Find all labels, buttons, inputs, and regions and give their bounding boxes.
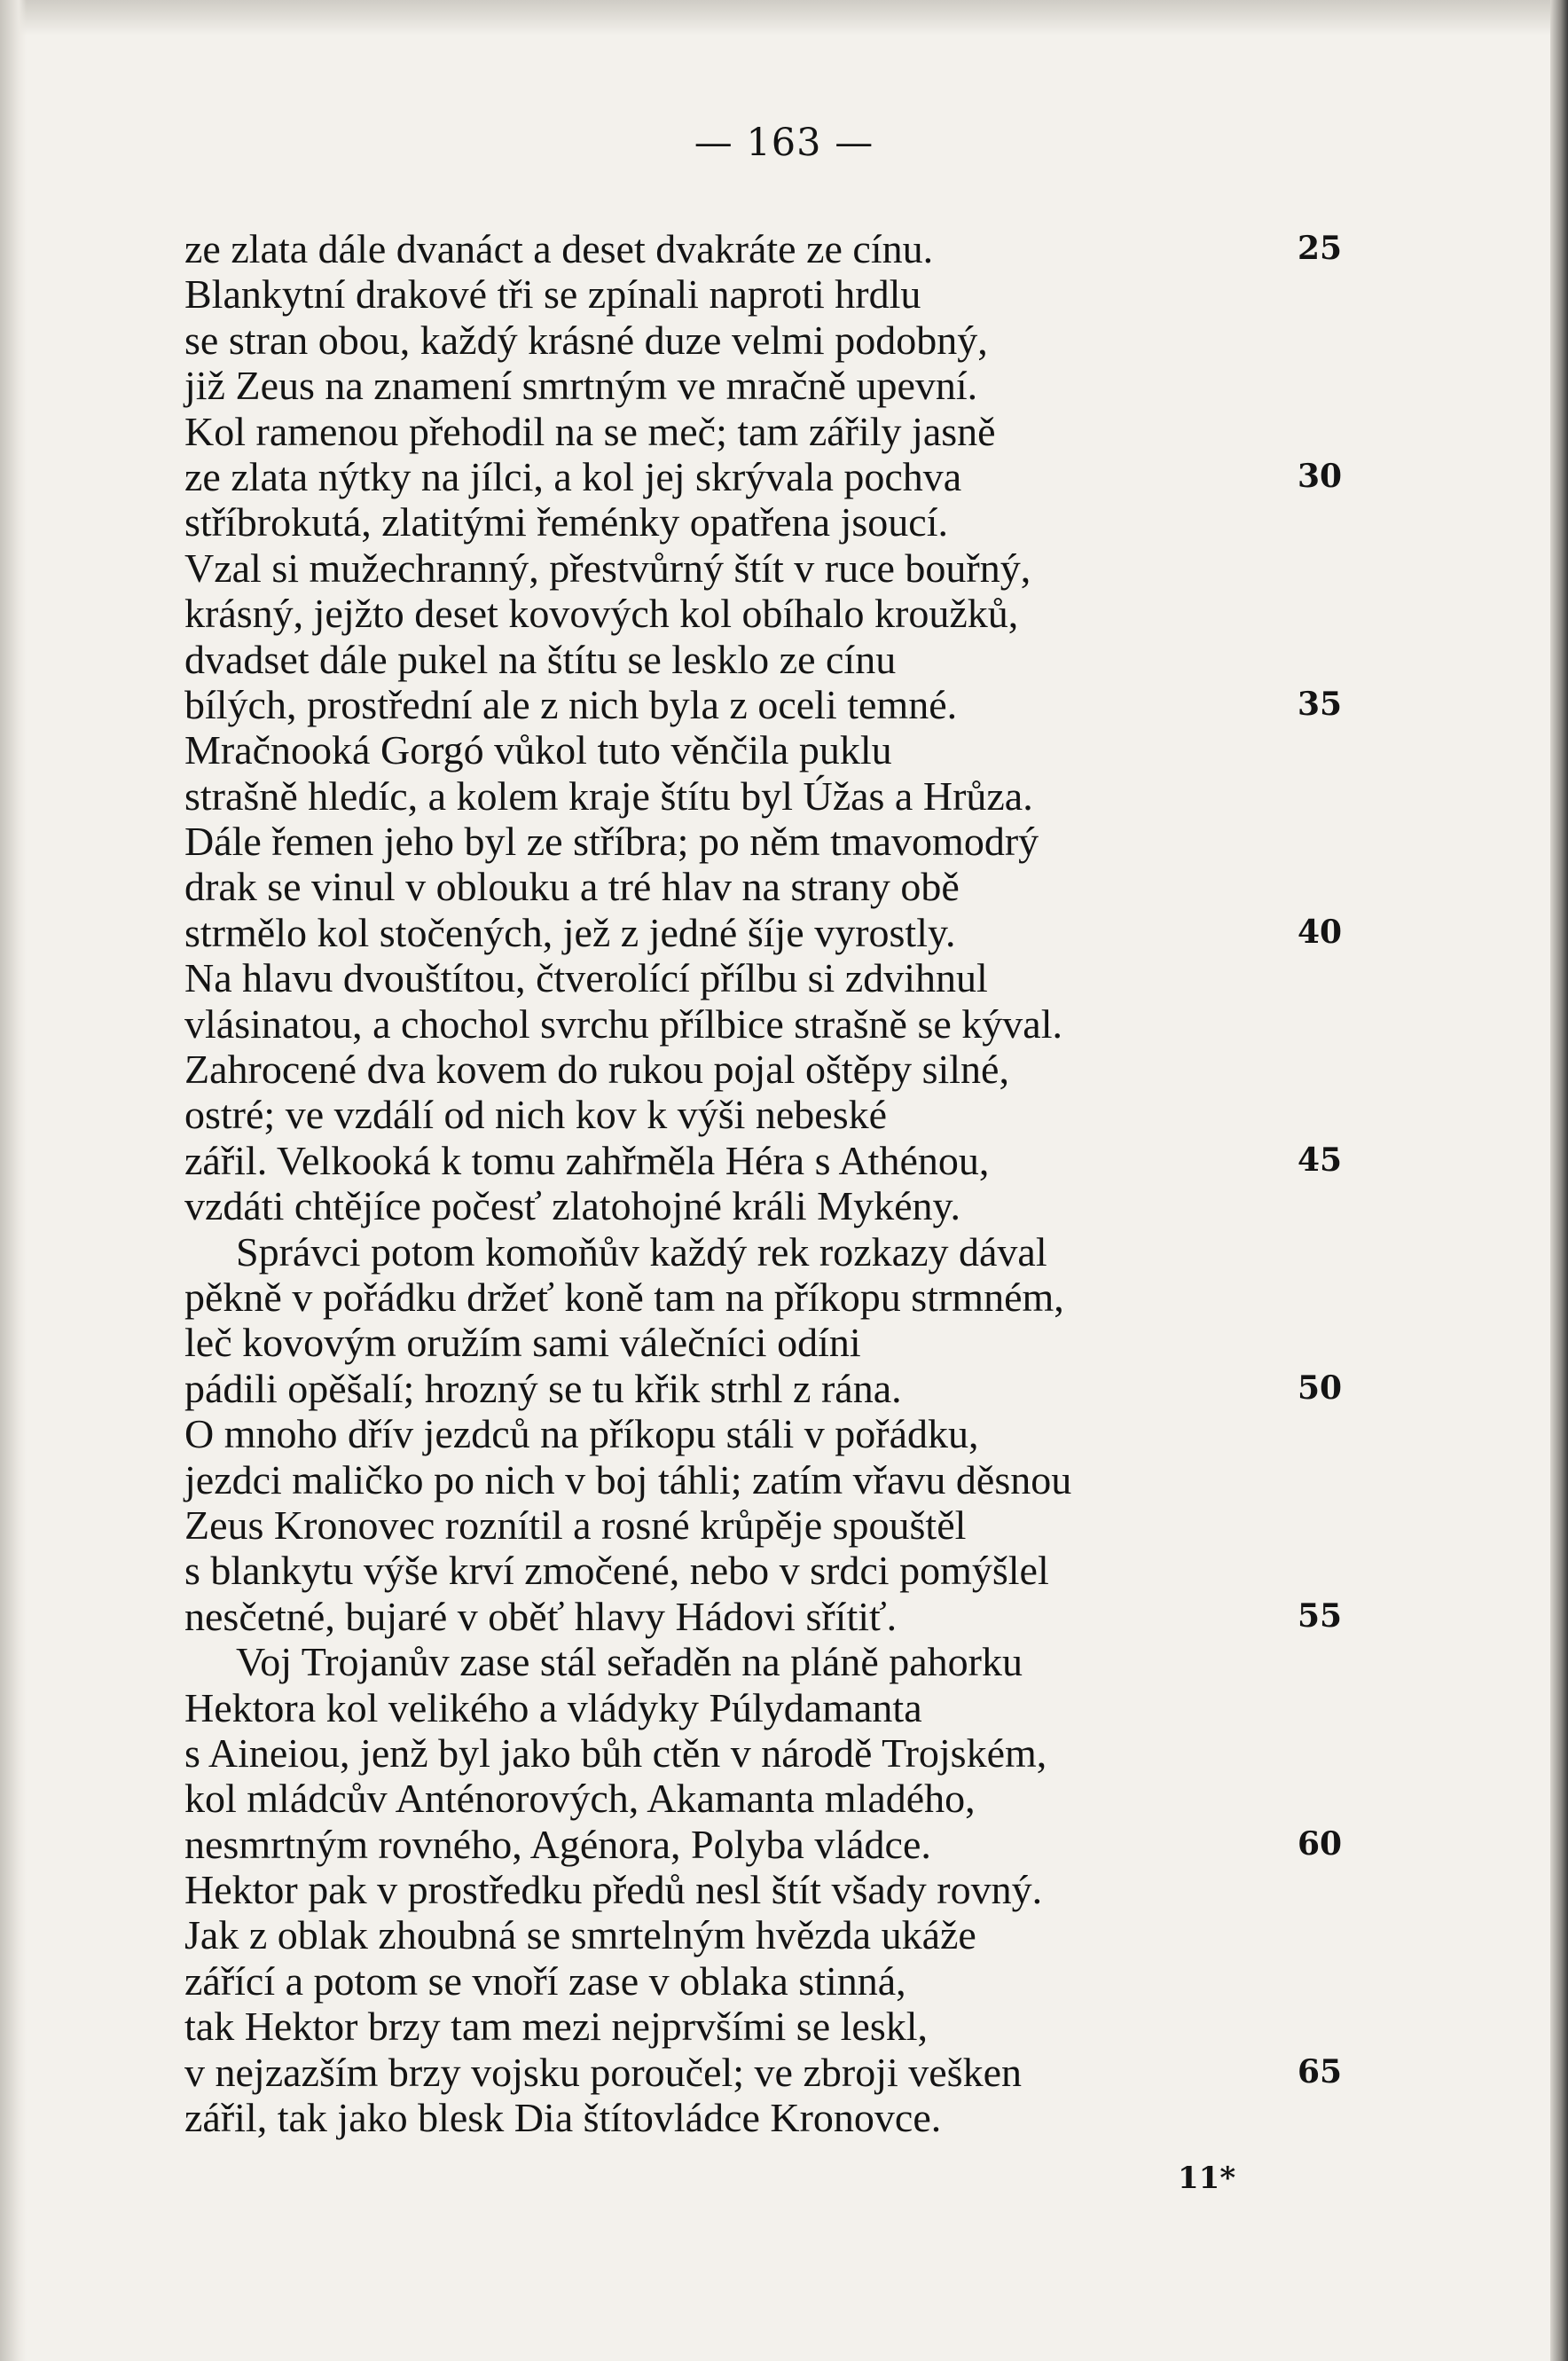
- line-number: 50: [1298, 1369, 1343, 1407]
- verse-line: [184, 1457, 1355, 1502]
- page-edge-top: [0, 0, 1568, 35]
- verse-text: se stran obou, každý krásné duze velmi podobný,: [184, 317, 988, 363]
- verse-line: [184, 1183, 1355, 1228]
- verse-line: [184, 226, 1355, 271]
- verse-text: Hektor pak v prostředku předů nesl štít všady rovný.: [184, 1867, 1043, 1913]
- verse-line: [184, 2004, 1355, 2049]
- line-number: 25: [1298, 230, 1343, 267]
- verse-text: ze zlata nýtky na jílci, a kol jej skrývala pochva: [184, 453, 962, 499]
- page-edge-left: [0, 0, 27, 2361]
- verse-line: [184, 1229, 1355, 1275]
- verse-line: [184, 499, 1355, 545]
- verse-text: Zahrocené dva kovem do rukou pojal oštěpy silné,: [184, 1047, 1009, 1093]
- verse-line: [184, 1594, 1355, 1639]
- line-number: 45: [1298, 1141, 1343, 1179]
- page-edge-right: [1550, 0, 1568, 2361]
- verse-block: [184, 226, 1355, 2140]
- verse-text: jezdci maličko po nich v boj táhli; zatím vřavu děsnou: [184, 1456, 1072, 1502]
- verse-line: [184, 1275, 1355, 1320]
- verse-line: [184, 2095, 1355, 2140]
- verse-text: s Aineiou, jenž byl jako bůh ctěn v národě Trojském,: [184, 1730, 1047, 1776]
- verse-text: Jak z oblak zhoubná se smrtelným hvězda ukáže: [184, 1912, 976, 1958]
- verse-line: [184, 1502, 1355, 1548]
- verse-text: pádili opěšalí; hrozný se tu křik strhl z rána.: [184, 1365, 902, 1411]
- verse-line: [184, 318, 1355, 363]
- verse-text: Správci potom komoňův každý rek rozkazy dával: [236, 1228, 1047, 1275]
- verse-text: vzdáti chtějíce počesť zlatohojné králi Mykény.: [184, 1183, 961, 1229]
- verse-text: vlásinatou, a chochol svrchu přílbice strašně se kýval.: [184, 1000, 1062, 1047]
- verse-line: [184, 819, 1355, 864]
- verse-text: leč kovovým oružím sami válečníci odíni: [184, 1320, 861, 1366]
- line-number: 30: [1298, 457, 1343, 495]
- line-number: 40: [1298, 913, 1343, 951]
- verse-line: [184, 1047, 1355, 1092]
- verse-line: [184, 1639, 1355, 1684]
- line-number: 60: [1298, 1824, 1343, 1863]
- verse-line: [184, 1730, 1355, 1776]
- verse-text: Kol ramenou přehodil na se meč; tam zářily jasně: [184, 408, 996, 454]
- line-number: 55: [1298, 1596, 1343, 1635]
- verse-line: [184, 1867, 1355, 1912]
- verse-text: Voj Trojanův zase stál seřaděn na pláně pahorku: [236, 1639, 1023, 1685]
- verse-text: kol mládcův Anténorových, Akamanta mladého,: [184, 1776, 976, 1822]
- verse-text: ostré; ve vzdálí od nich kov k výši nebeské: [184, 1092, 888, 1138]
- verse-text: Blankytní drakové tři se zpínali naproti hrdlu: [184, 271, 921, 318]
- verse-text: nesčetné, bujaré v oběť hlavy Hádovi sřítiť.: [184, 1593, 898, 1639]
- verse-line: [184, 955, 1355, 1000]
- verse-text: bílých, prostřední ale z nich byla z oceli temné.: [184, 681, 958, 727]
- verse-line: [184, 1776, 1355, 1821]
- verse-line: [184, 1411, 1355, 1456]
- verse-line: [184, 363, 1355, 408]
- verse-text: zářící a potom se vnoří zase v oblaka stinná,: [184, 1957, 906, 2004]
- verse-line: [184, 910, 1355, 955]
- signature-mark: 11*: [1178, 2161, 1236, 2196]
- verse-line: [184, 1138, 1355, 1183]
- verse-text: dvadset dále pukel na štítu se lesklo ze cínu: [184, 636, 897, 682]
- verse-line: [184, 1822, 1355, 1867]
- verse-text: Vzal si mužechranný, přestvůrný štít v ruce bouřný,: [184, 545, 1031, 591]
- verse-line: [184, 1548, 1355, 1593]
- verse-text: krásný, jejžto deset kovových kol obíhalo kroužků,: [184, 591, 1019, 637]
- verse-line: [184, 545, 1355, 591]
- verse-line: [184, 864, 1355, 909]
- verse-line: [184, 1001, 1355, 1047]
- verse-text: O mnoho dřív jezdců na příkopu stáli v pořádku,: [184, 1411, 979, 1457]
- verse-line: [184, 1685, 1355, 1730]
- page-number-header: — 163 —: [694, 121, 874, 165]
- verse-text: strašně hledíc, a kolem kraje štítu byl Úžas a Hrůza.: [184, 773, 1033, 819]
- line-number: 35: [1298, 685, 1343, 723]
- verse-text: Dále řemen jeho byl ze stříbra; po něm tmavomodrý: [184, 819, 1039, 865]
- verse-line: [184, 409, 1355, 454]
- verse-line: [184, 1366, 1355, 1411]
- verse-line: [184, 1958, 1355, 2004]
- verse-text: Mračnooká Gorgó vůkol tuto věnčila puklu: [184, 727, 892, 773]
- verse-text: tak Hektor brzy tam mezi nejprvšími se leskl,: [184, 2004, 928, 2050]
- verse-line: [184, 454, 1355, 499]
- verse-text: drak se vinul v oblouku a tré hlav na strany obě: [184, 864, 960, 910]
- verse-text: ze zlata dále dvanáct a deset dvakráte ze cínu.: [184, 226, 934, 271]
- verse-line: [184, 1092, 1355, 1137]
- verse-text: strmělo kol stočených, jež z jedné šíje vyrostly.: [184, 909, 956, 955]
- verse-line: [184, 2050, 1355, 2095]
- verse-line: [184, 773, 1355, 819]
- verse-line: [184, 1320, 1355, 1365]
- verse-text: zářil. Velkooká k tomu zahřměla Héra s Athénou,: [184, 1137, 990, 1183]
- verse-text: v nejzazším brzy vojsku poroučel; ve zbroji vešken: [184, 2049, 1022, 2095]
- verse-text: Hektora kol velikého a vládyky Púlydamanta: [184, 1684, 922, 1730]
- verse-line: [184, 637, 1355, 682]
- verse-text: stříbrokutá, zlatitými řeménky opatřena jsoucí.: [184, 499, 948, 545]
- verse-line: [184, 271, 1355, 317]
- verse-text: Na hlavu dvouštítou, čtverolící přílbu si zdvihnul: [184, 955, 988, 1001]
- verse-text: zářil, tak jako blesk Dia štítovládce Kronovce.: [184, 2095, 942, 2141]
- verse-line: [184, 1912, 1355, 1957]
- line-number: 65: [1298, 2052, 1343, 2090]
- verse-line: [184, 591, 1355, 636]
- verse-line: [184, 727, 1355, 773]
- verse-text: již Zeus na znamení smrtným ve mračně upevní.: [184, 363, 978, 409]
- verse-text: s blankytu výše krví zmočené, nebo v srdci pomýšlel: [184, 1548, 1049, 1594]
- verse-line: [184, 682, 1355, 727]
- verse-text: pěkně v pořádku držeť koně tam na příkopu strmném,: [184, 1274, 1064, 1320]
- verse-text: Zeus Kronovec roznítil a rosné krůpěje spouštěl: [184, 1502, 967, 1548]
- verse-text: nesmrtným rovného, Agénora, Polyba vládce.: [184, 1821, 931, 1867]
